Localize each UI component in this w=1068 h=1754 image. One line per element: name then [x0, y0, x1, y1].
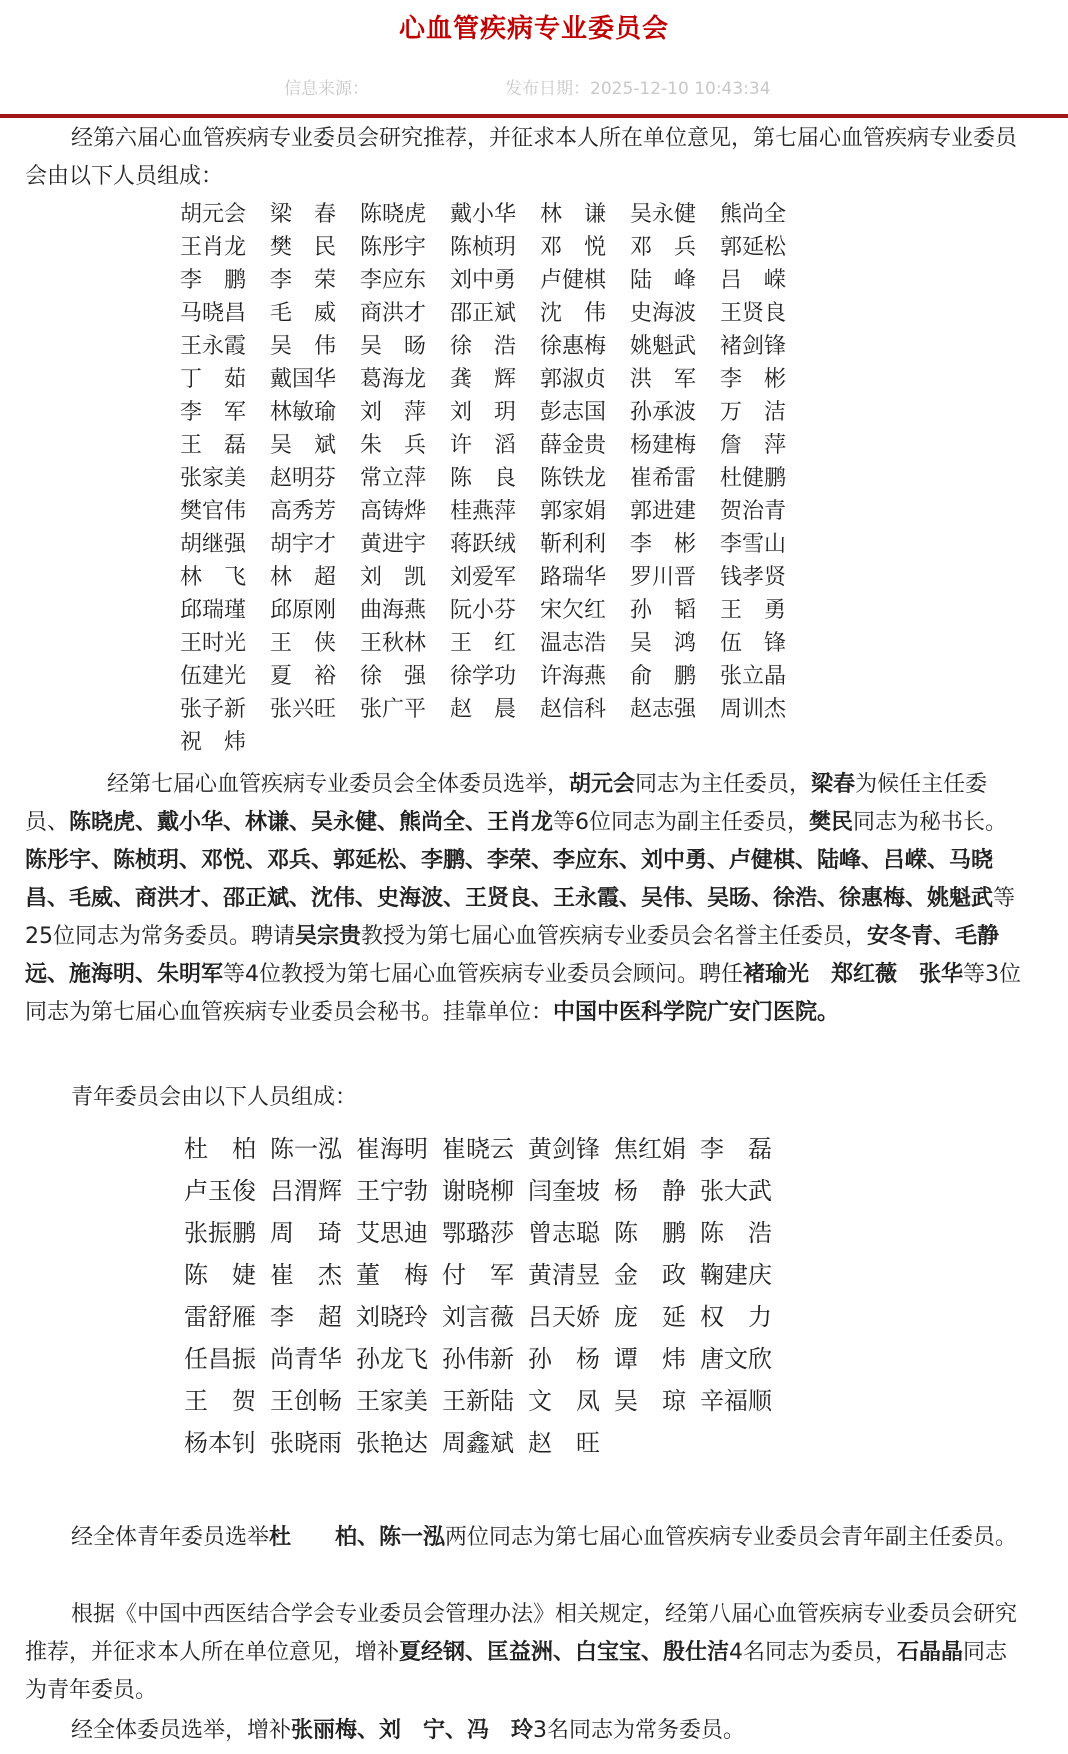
member-name: 李 荣: [270, 268, 337, 293]
youth-member-name: 辛福顺: [700, 1387, 772, 1415]
youth-member-name: 崔 杰: [270, 1261, 342, 1289]
member-row: [180, 462, 810, 495]
member-row: [180, 198, 810, 231]
member-name: 钱孝贤: [720, 565, 787, 590]
member-name: 吕 嵘: [720, 268, 787, 293]
youth-member-list: [184, 1128, 786, 1464]
election-paragraph: 经第七届心血管疾病专业委员会全体委员选举，胡元会同志为主任委员，梁春为候任主任委员、陈晓虎、戴小华、林谦、吴永健、熊尚全、王肖龙等6位同志为副主任委员，樊民同志为秘书长。陈彤宇、陈桢玥、邓悦、邓兵、郭延松、李鹏、李荣、李应东、刘中勇、卢健棋、陆峰、吕嵘、马晓昌、毛威、商洪才、邵正斌、沈伟、史海波、王贤良、王永霞、吴伟、吴旸、徐浩、徐惠梅、姚魁武等25位同志为常务委员。聘请吴宗贵教授为第七届心血管疾病专业委员会名誉主任委员，安冬青、毛静远、施海明、朱明军等4位教授为第七届心血管疾病专业委员会顾问。聘任褚瑜光 郑红薇 张华等3位同志为第七届心血管疾病专业委员会秘书。挂靠单位：中国中医科学院广安门医院。: [25, 772, 1022, 1025]
member-name: 胡继强: [180, 532, 247, 557]
member-name: 郭延松: [720, 235, 787, 260]
member-name: 史海波: [630, 301, 697, 326]
member-name: 彭志国: [540, 400, 607, 425]
youth-member-name: 吕天娇: [528, 1303, 600, 1331]
member-name: 桂燕萍: [450, 499, 517, 524]
member-name: 伍建光: [180, 664, 247, 689]
member-name: 王时光: [180, 631, 247, 656]
member-name: 李雪山: [720, 532, 787, 557]
member-name: 崔希雷: [630, 466, 697, 491]
youth-member-name: 庞 延: [614, 1303, 686, 1331]
member-name: 龚 辉: [450, 367, 517, 392]
source-label: 信息来源：: [284, 79, 369, 99]
member-name: 张立晶: [720, 664, 787, 689]
youth-member-name: 李 超: [270, 1303, 342, 1331]
member-row: [180, 627, 810, 660]
youth-member-name: 董 梅: [356, 1261, 428, 1289]
youth-member-name: 谭 炜: [614, 1345, 686, 1373]
member-name: 罗川晋: [630, 565, 697, 590]
member-row: [180, 528, 810, 561]
member-name: 刘中勇: [450, 268, 517, 293]
member-name: 郭家娟: [540, 499, 607, 524]
youth-member-name: 王家美: [356, 1387, 428, 1415]
member-name: 姚魁武: [630, 334, 697, 359]
member-name: 赵明芬: [270, 466, 337, 491]
member-name: 商洪才: [360, 301, 427, 326]
member-name: 薛金贵: [540, 433, 607, 458]
member-row: [180, 594, 810, 627]
member-name: 丁 茹: [180, 367, 247, 392]
member-name: 靳利利: [540, 532, 607, 557]
member-name: 黄进宇: [360, 532, 427, 557]
member-name: 徐学功: [450, 664, 517, 689]
member-name: 陈桢玥: [450, 235, 517, 260]
youth-member-name: 李 磊: [700, 1135, 772, 1163]
member-name: 王永霞: [180, 334, 247, 359]
member-name: 李 鹏: [180, 268, 247, 293]
youth-member-row: [184, 1422, 786, 1464]
youth-member-name: 焦红娟: [614, 1135, 686, 1163]
member-name: 林敏瑜: [270, 400, 337, 425]
member-name: 王 勇: [720, 598, 787, 623]
youth-member-name: 崔海明: [356, 1135, 428, 1163]
youth-member-name: 杨 静: [614, 1177, 686, 1205]
supplement-paragraph: 根据《中国中西医结合学会专业委员会管理办法》相关规定，经第八届心血管疾病专业委员会研究推荐，并征求本人所在单位意见，增补夏经钢、匡益洲、白宝宝、殷仕洁4名同志为委员，石晶晶同志为青年委员。: [25, 1602, 1018, 1703]
member-row: [180, 561, 810, 594]
member-name: 沈 伟: [540, 301, 607, 326]
youth-intro: 青年委员会由以下人员组成：: [71, 1085, 358, 1110]
member-name: 林 飞: [180, 565, 247, 590]
member-name: 卢健棋: [540, 268, 607, 293]
member-name: 吴 鸿: [630, 631, 697, 656]
member-name: 陆 峰: [630, 268, 697, 293]
page-title: 心血管疾病专业委员会: [398, 14, 669, 44]
member-name: 张广平: [360, 697, 427, 722]
member-name: 贺治青: [720, 499, 787, 524]
member-name: 徐 浩: [450, 334, 517, 359]
youth-member-name: 孙龙飞: [356, 1345, 428, 1373]
member-name: 李 军: [180, 400, 247, 425]
youth-member-name: 王创畅: [270, 1387, 342, 1415]
member-row: [180, 693, 810, 726]
youth-member-row: [184, 1296, 786, 1338]
member-name: 邱原刚: [270, 598, 337, 623]
youth-member-name: 任昌振: [184, 1345, 256, 1373]
member-name: 温志浩: [540, 631, 607, 656]
member-name: 赵志强: [630, 697, 697, 722]
member-name: 胡宇才: [270, 532, 337, 557]
member-row: [180, 396, 810, 429]
youth-member-name: 金 政: [614, 1261, 686, 1289]
member-name: 张子新: [180, 697, 247, 722]
member-name: 许 滔: [450, 433, 517, 458]
member-name: 陈铁龙: [540, 466, 607, 491]
member-name: 马晓昌: [180, 301, 247, 326]
youth-member-name: 吴 琼: [614, 1387, 686, 1415]
member-name: 王 磊: [180, 433, 247, 458]
member-name: 吴 斌: [270, 433, 337, 458]
member-name: 邓 悦: [540, 235, 607, 260]
member-name: 李 彬: [630, 532, 697, 557]
member-name: 王 红: [450, 631, 517, 656]
member-row: [180, 726, 810, 759]
member-name: 王 侠: [270, 631, 337, 656]
youth-member-name: 吕渭辉: [270, 1177, 342, 1205]
member-row: [180, 495, 810, 528]
member-name: 毛 威: [270, 301, 337, 326]
youth-member-name: 鄂璐莎: [442, 1219, 514, 1247]
youth-election-paragraph: 经全体青年委员选举杜 柏、陈一泓两位同志为第七届心血管疾病专业委员会青年副主任委员。: [71, 1525, 1018, 1550]
youth-member-name: 黄清昱: [528, 1261, 600, 1289]
intro-paragraph: 经第六届心血管疾病专业委员会研究推荐，并征求本人所在单位意见，第七届心血管疾病专业委员会由以下人员组成：: [25, 126, 1018, 189]
member-name: 戴国华: [270, 367, 337, 392]
member-name: 赵 晨: [450, 697, 517, 722]
member-name: 王贤良: [720, 301, 787, 326]
member-row: [180, 660, 810, 693]
youth-member-name: 陈 浩: [700, 1219, 772, 1247]
member-name: 曲海燕: [360, 598, 427, 623]
youth-member-name: 杨本钊: [184, 1429, 256, 1457]
member-name: 夏 裕: [270, 664, 337, 689]
member-name: 吴 旸: [360, 334, 427, 359]
youth-member-row: [184, 1254, 786, 1296]
member-name: 葛海龙: [360, 367, 427, 392]
member-name: 杜健鹏: [720, 466, 787, 491]
youth-member-name: 王宁勃: [356, 1177, 428, 1205]
member-name: 杨建梅: [630, 433, 697, 458]
member-name: 李 彬: [720, 367, 787, 392]
member-name: 刘 萍: [360, 400, 427, 425]
member-name: 蒋跃绒: [450, 532, 517, 557]
member-name: 刘 凯: [360, 565, 427, 590]
youth-member-name: 孙 杨: [528, 1345, 600, 1373]
youth-member-name: 张艳达: [356, 1429, 428, 1457]
youth-member-name: 王 贺: [184, 1387, 256, 1415]
member-row: [180, 297, 810, 330]
member-name: 邱瑞瑾: [180, 598, 247, 623]
youth-member-name: 文 凤: [528, 1387, 600, 1415]
member-name: 阮小芬: [450, 598, 517, 623]
member-name: 孙承波: [630, 400, 697, 425]
youth-member-name: 雷舒雁: [184, 1303, 256, 1331]
member-name: 刘 玥: [450, 400, 517, 425]
member-name: 王秋林: [360, 631, 427, 656]
member-name: 许海燕: [540, 664, 607, 689]
member-name: 宋欠红: [540, 598, 607, 623]
youth-member-name: 陈 鹏: [614, 1219, 686, 1247]
member-name: 吴永健: [630, 202, 697, 227]
member-name: 朱 兵: [360, 433, 427, 458]
youth-member-name: 卢玉俊: [184, 1177, 256, 1205]
youth-member-name: 张振鹏: [184, 1219, 256, 1247]
youth-member-row: [184, 1128, 786, 1170]
youth-member-name: 刘晓玲: [356, 1303, 428, 1331]
youth-member-name: 崔晓云: [442, 1135, 514, 1163]
member-name: 高秀芳: [270, 499, 337, 524]
member-name: 赵信科: [540, 697, 607, 722]
youth-member-name: 黄剑锋: [528, 1135, 600, 1163]
standing-supplement-paragraph: 经全体委员选举，增补张丽梅、刘 宁、冯 玲3名同志为常务委员。: [71, 1718, 746, 1743]
member-name: 樊官伟: [180, 499, 247, 524]
member-name: 吴 伟: [270, 334, 337, 359]
member-name: 王肖龙: [180, 235, 247, 260]
youth-member-name: 艾思迪: [356, 1219, 428, 1247]
member-name: 徐 强: [360, 664, 427, 689]
member-row: [180, 264, 810, 297]
youth-member-name: 王新陆: [442, 1387, 514, 1415]
header-divider: [0, 114, 1068, 118]
member-name: 陈 良: [450, 466, 517, 491]
member-name: 张兴旺: [270, 697, 337, 722]
member-name: 洪 军: [630, 367, 697, 392]
youth-member-name: 张大武: [700, 1177, 772, 1205]
member-name: 熊尚全: [720, 202, 787, 227]
member-name: 陈晓虎: [360, 202, 427, 227]
member-name: 褚剑锋: [720, 334, 787, 359]
youth-member-name: 谢晓柳: [442, 1177, 514, 1205]
youth-member-name: 周 琦: [270, 1219, 342, 1247]
member-name: 陈彤宇: [360, 235, 427, 260]
member-name: 李应东: [360, 268, 427, 293]
youth-member-name: 闫奎坡: [528, 1177, 600, 1205]
youth-member-name: 尚青华: [270, 1345, 342, 1373]
member-row: [180, 330, 810, 363]
youth-member-row: [184, 1380, 786, 1422]
member-name: 郭进建: [630, 499, 697, 524]
member-name: 樊 民: [270, 235, 337, 260]
member-name: 伍 锋: [720, 631, 787, 656]
member-name: 林 超: [270, 565, 337, 590]
publish-date: 发布日期：2025-12-10 10:43:34: [505, 79, 771, 99]
member-name: 邵正斌: [450, 301, 517, 326]
member-name: 孙 韬: [630, 598, 697, 623]
member-name: 戴小华: [450, 202, 517, 227]
member-name: 梁 春: [270, 202, 337, 227]
youth-member-name: 赵 旺: [528, 1429, 600, 1457]
youth-member-name: 鞠建庆: [700, 1261, 772, 1289]
youth-member-row: [184, 1338, 786, 1380]
member-name: 高铸烨: [360, 499, 427, 524]
youth-member-row: [184, 1212, 786, 1254]
youth-member-name: 付 军: [442, 1261, 514, 1289]
youth-member-name: 孙伟新: [442, 1345, 514, 1373]
youth-member-name: 杜 柏: [184, 1135, 256, 1163]
member-name: 俞 鹏: [630, 664, 697, 689]
member-name: 周训杰: [720, 697, 787, 722]
member-name: 刘爱军: [450, 565, 517, 590]
member-list: [180, 198, 810, 759]
member-row: [180, 231, 810, 264]
member-name: 张家美: [180, 466, 247, 491]
member-name: 常立萍: [360, 466, 427, 491]
member-row: [180, 429, 810, 462]
member-row: [180, 363, 810, 396]
youth-member-name: 张晓雨: [270, 1429, 342, 1457]
youth-member-name: 陈一泓: [270, 1135, 342, 1163]
member-name: 徐惠梅: [540, 334, 607, 359]
youth-member-row: [184, 1170, 786, 1212]
member-name: 胡元会: [180, 202, 247, 227]
youth-member-name: 曾志聪: [528, 1219, 600, 1247]
member-name: 邓 兵: [630, 235, 697, 260]
member-name: 祝 炜: [180, 730, 247, 755]
member-name: 林 谦: [540, 202, 607, 227]
member-name: 郭淑贞: [540, 367, 607, 392]
member-name: 詹 萍: [720, 433, 787, 458]
youth-member-name: 刘言薇: [442, 1303, 514, 1331]
youth-member-name: 周鑫斌: [442, 1429, 514, 1457]
member-name: 路瑞华: [540, 565, 607, 590]
youth-member-name: 唐文欣: [700, 1345, 772, 1373]
member-name: 万 洁: [720, 400, 787, 425]
youth-member-name: 权 力: [700, 1303, 772, 1331]
youth-member-name: 陈 婕: [184, 1261, 256, 1289]
